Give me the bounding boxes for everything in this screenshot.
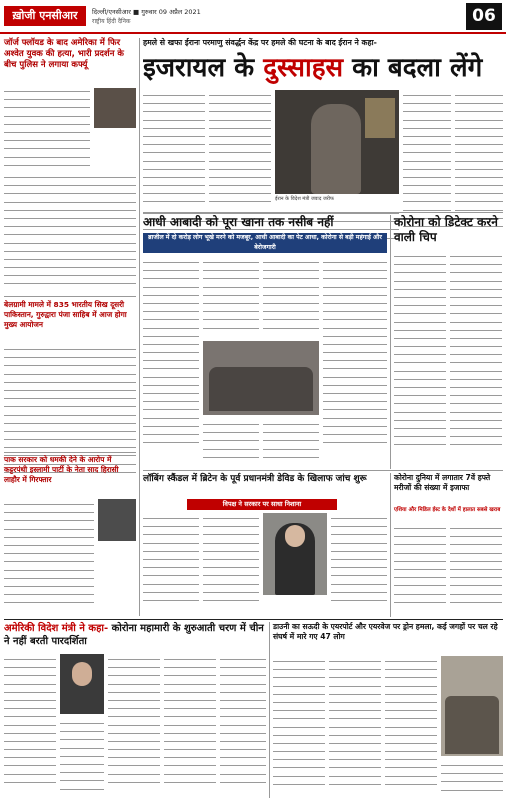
lobbying-photo-face xyxy=(285,525,305,547)
column-divider xyxy=(390,473,391,617)
corona-world-body-col1 xyxy=(394,523,446,615)
poverty-body-col4 xyxy=(323,257,387,465)
left-story-1-body-cont xyxy=(4,172,136,294)
left-story-1-photo xyxy=(94,88,136,128)
left-story-3-body xyxy=(4,499,94,613)
divider xyxy=(4,296,136,297)
corona-world-headline: कोरोना दुनिया में लगातार 7वें हफ्ते मरीजों की संख्या में इजाफा xyxy=(394,473,491,492)
main-headline-highlight: दुस्साहस xyxy=(263,53,344,83)
lobbying-subhead: विपक्ष ने सरकार पर साधा निशाना xyxy=(187,499,337,510)
left-column xyxy=(4,38,136,506)
lobbying-story xyxy=(143,473,387,617)
blinken-body-col5 xyxy=(220,654,266,796)
left-story-1-body xyxy=(4,86,90,170)
main-photo-figure xyxy=(311,104,361,194)
poverty-body-col2 xyxy=(203,257,259,337)
poverty-body-col3 xyxy=(263,257,319,337)
main-body-col2 xyxy=(209,90,271,210)
drone-photo xyxy=(441,656,503,756)
drone-headline: डाउनी का सऊदी के एयरपोर्ट और एयरवेज पर ड्रोन हमला, कई जगहों पर चल रहे संघर्ष में मारे गए 47 लोग xyxy=(273,622,498,641)
main-headline-pre: इजरायल के xyxy=(143,53,264,83)
lobbying-body-col4 xyxy=(331,513,387,615)
lobbying-body-col1 xyxy=(143,513,199,615)
main-kicker: हमले से खफा ईरानः परमाणु संवर्द्धन केंद्र पर हमले की घटना के बाद ईरान ने कहा- xyxy=(143,38,377,47)
main-headline-post: का बदला लेंगे xyxy=(343,53,483,83)
corona-world-subhead: एशिया और मिडिल ईस्ट के देशों में हालात सबसे खराब xyxy=(394,507,501,513)
poverty-body-col2b xyxy=(203,419,259,465)
poverty-photo xyxy=(203,341,319,415)
lobbying-headline: लॉबिंग स्कैंडल में ब्रिटेन के पूर्व प्रधानमंत्री डेविड के खिलाफ जांच शुरू xyxy=(143,474,367,484)
left-story-3-photo xyxy=(98,499,136,541)
blinken-body-col3 xyxy=(108,654,160,796)
divider xyxy=(4,452,136,453)
corona-chip-body-col2 xyxy=(450,251,502,465)
drone-body-col3 xyxy=(385,656,437,796)
drone-body-col4 xyxy=(441,760,503,796)
left-story-2-headline: बेलग्रामी मामले में 835 भारतीय सिख दूसरी पाकिस्तान, गुरुद्वारा पंजा साहिब में आज होगा मुख्य आयोजन xyxy=(4,300,127,329)
corona-chip-headline: कोरोना को डिटेक्ट करने वाली चिप xyxy=(394,215,498,244)
main-photo-caption: ईरान के विदेश मंत्री जवाद जरीफ xyxy=(275,196,334,202)
divider xyxy=(4,619,503,620)
drone-story xyxy=(273,622,503,798)
blinken-body-col4 xyxy=(164,654,216,796)
masthead-tagline: राष्ट्रीय हिंदी दैनिक xyxy=(92,18,131,25)
blinken-story xyxy=(4,622,266,798)
divider xyxy=(143,470,503,471)
drone-photo-crowd xyxy=(445,696,499,754)
blinken-headline-pre: अमेरिकी विदेश मंत्री ने कहा- xyxy=(4,623,112,634)
main-photo xyxy=(275,90,399,194)
drone-body-col2 xyxy=(329,656,381,796)
left-story-3 xyxy=(4,455,136,615)
main-body-col1 xyxy=(143,90,205,210)
blinken-body-col2 xyxy=(60,718,104,796)
divider xyxy=(143,212,503,213)
masthead xyxy=(0,0,506,34)
corona-chip-story xyxy=(394,215,504,469)
poverty-photo-crowd xyxy=(209,367,313,411)
blinken-photo-face xyxy=(72,662,92,686)
column-divider xyxy=(139,38,140,616)
corona-world-story xyxy=(394,473,504,617)
blinken-photo xyxy=(60,654,104,714)
page-number: 06 xyxy=(466,3,502,30)
poverty-body-col1 xyxy=(143,257,199,465)
blinken-headline xyxy=(4,622,266,648)
blinken-headline-post: कोरोना महामारी के शुरुआती चरण में चीन ने नहीं बरती पारदर्शिता xyxy=(4,623,264,647)
main-photo-backdrop xyxy=(365,98,395,138)
masthead-brand: ख़ोजी एनसीआर xyxy=(4,6,86,26)
column-divider xyxy=(390,215,391,469)
left-story-3-headline: पाक सरकार को धमकी देने के आरोप में कट्टरपंथी इस्लामी पार्टी के नेता साद हिरासी लाहौर में गिरफ्तार xyxy=(4,455,119,484)
corona-chip-body-col1 xyxy=(394,251,446,465)
lobbying-photo xyxy=(263,513,327,595)
left-story-1-headline: जॉर्ज फ्लॉयड के बाद अमेरिका में फिर अश्वेत युवक की हत्या, भारी प्रदर्शन के बीच पुलिस ने लगाया कर्फ्यू xyxy=(4,38,124,70)
poverty-body-col3b xyxy=(263,419,319,465)
poverty-subhead: ब्राजील में दो करोड़ लोग भूखे मरने को मजबूर, आधी आबादी का पेट आधा, कोरोना से बड़ी महंगाई और बेरोजगारी xyxy=(143,233,387,253)
column-divider xyxy=(269,622,270,798)
blinken-body-col1 xyxy=(4,654,56,796)
lobbying-body-col2 xyxy=(203,513,259,615)
drone-body-col1 xyxy=(273,656,325,796)
main-headline xyxy=(143,51,503,85)
poverty-headline: आधी आबादी को पूरा खाना तक नसीब नहीं xyxy=(143,215,334,229)
corona-world-body-col2 xyxy=(450,523,502,615)
masthead-dateline: दिल्ली/एनसीआर ■ गुरुवार 09 अप्रैल 2021 xyxy=(92,8,201,16)
poverty-story xyxy=(143,215,387,469)
